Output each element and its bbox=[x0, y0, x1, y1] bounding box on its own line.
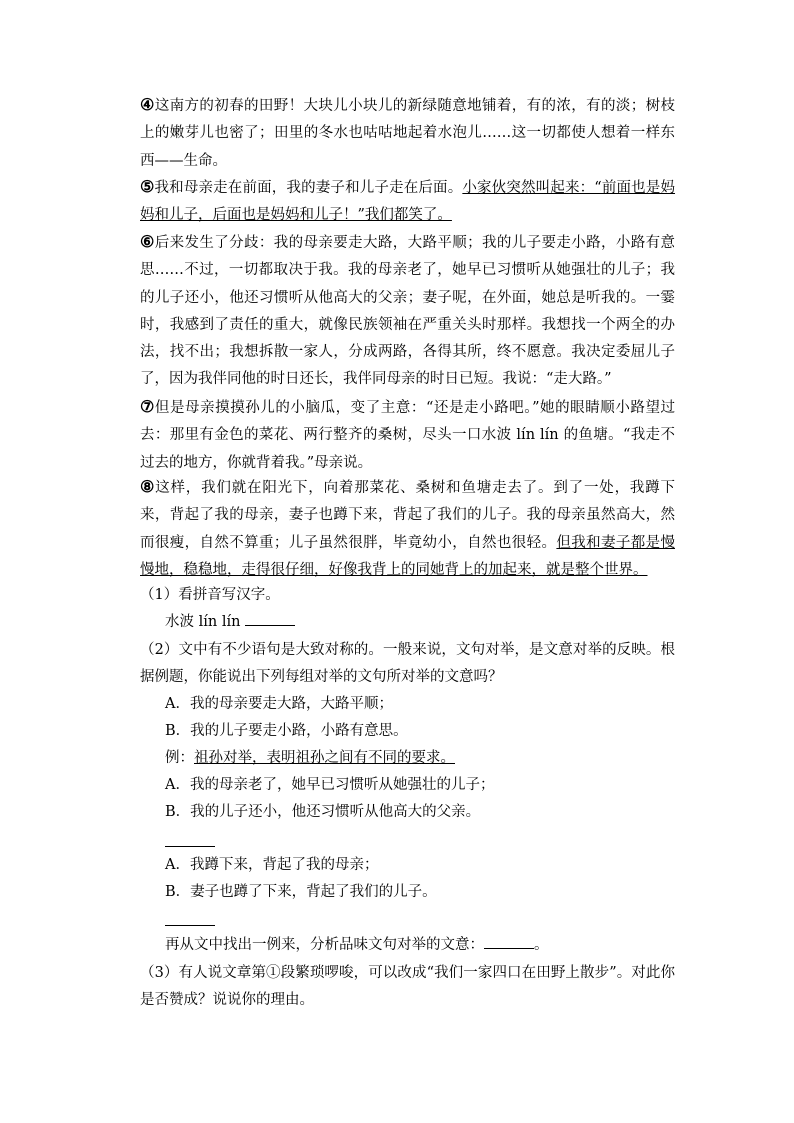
question-1-prompt: 水波 lín lín bbox=[165, 614, 241, 630]
question-2-group1-a: A．我的母亲要走大路，大路平顺； bbox=[165, 696, 393, 712]
find-more-text: 再从文中找出一例来，分析品味文句对举的文意： bbox=[165, 937, 484, 953]
paragraph-4 bbox=[140, 91, 675, 175]
question-2-group3-a: A．我蹲下来，背起了我的母亲； bbox=[165, 857, 379, 873]
paragraph-5-text: 我和母亲走在前面，我的妻子和儿子走在后面。 bbox=[154, 180, 463, 196]
find-more-end: 。 bbox=[534, 937, 549, 953]
paragraph-8-text: 这样，我们就在阳光下，向着那菜花、桑树和鱼塘走去了。到了一处，我蹲下来，背起了我的母亲，妻子也蹲下来，背起了我们的儿子。我的母亲虽然高大，然而很瘦，自然不算重；儿子虽然很胖，毕竟幼小，自然也很轻。 bbox=[140, 480, 676, 551]
question-2-example bbox=[165, 745, 455, 772]
question-2-intro: （2）文中有不少语句是大致对称的。一般来说，文句对举，是文意对举的反映。根据例题，你能说出下列每组对举的文句所对举的文意吗？ bbox=[140, 642, 675, 686]
answer-blank-4[interactable] bbox=[484, 934, 534, 949]
question-1-answer-row bbox=[165, 609, 295, 636]
answer-blank-2[interactable] bbox=[165, 846, 215, 847]
paragraph-6 bbox=[140, 228, 675, 394]
paragraph-number-6: ⑥ bbox=[140, 232, 155, 251]
paragraph-7-text: 但是母亲摸摸孙儿的小脑瓜，变了主意：“还是走小路吧。”她的眼睛顺小路望过去：那里有金色的菜花、两行整齐的桑树，尽头一口水波 lín lín 的鱼塘。“我走不过去的地方，你就背着我。”母亲说。 bbox=[140, 400, 675, 471]
paragraph-7 bbox=[140, 393, 675, 477]
example-prefix: 例： bbox=[165, 750, 194, 766]
question-2-group3-b: B．妻子也蹲了下来，背起了我们的儿子。 bbox=[165, 884, 437, 900]
paragraph-4-text: 这南方的初春的田野！大块儿小块儿的新绿随意地铺着，有的浓，有的淡；树枝上的嫩芽儿也密了；田里的冬水也咕咕地起着水泡儿……这一切都使人想着一样东西——生命。 bbox=[140, 98, 676, 169]
question-2-group2-b: B．我的儿子还小，他还习惯听从他高大的父亲。 bbox=[165, 804, 481, 820]
question-1-label: （1）看拼音写汉字。 bbox=[140, 587, 280, 603]
paragraph-8-underlined-text: 但我和妻子都是慢慢地，稳稳地，走得很仔细，好像我背上的同她背上的加起来，就是整个世界。 bbox=[140, 534, 676, 578]
paragraph-6-text: 后来发生了分歧：我的母亲要走大路，大路平顺；我的儿子要走小路，小路有意思……不过，一切都取决于我。我的母亲老了，她早已习惯听从她强壮的儿子；我的儿子还小，他还习惯听从他高大的父亲；妻子呢，在外面，她总是听我的。一霎时，我感到了责任的重大，就像民族领袖在严重关头时那样。我想找一个两全的办法，找不出；我想拆散一家人，分成两路，各得其所，终不愿意。我决定委屈儿子了，因为我伴同他的时日还长，我伴同母亲的时日已短。我说：“走大路。” bbox=[140, 235, 676, 388]
paragraph-5-underlined-text: 小家伙突然叫起来：“前面也是妈妈和儿子，后面也是妈妈和儿子！”我们都笑了。 bbox=[140, 180, 676, 224]
answer-blank-1[interactable] bbox=[245, 611, 295, 626]
question-2-group1-b: B．我的儿子要走小路，小路有意思。 bbox=[165, 723, 408, 739]
paragraph-8 bbox=[140, 473, 675, 584]
paragraph-5 bbox=[140, 173, 675, 230]
answer-blank-3[interactable] bbox=[165, 925, 215, 926]
paragraph-number-7: ⑦ bbox=[140, 397, 155, 416]
paragraph-number-5: ⑤ bbox=[140, 177, 155, 196]
question-2-find-more bbox=[165, 932, 549, 959]
question-2-group2-a: A．我的母亲老了，她早已习惯听从她强壮的儿子； bbox=[165, 777, 495, 793]
paragraph-number-4: ④ bbox=[140, 95, 155, 114]
question-3: （3）有人说文章第①段繁琐啰唆，可以改成“我们一家四口在田野上散步”。对此你是否赞成？说说你的理由。 bbox=[140, 965, 675, 1009]
example-text: 祖孙对举，表明祖孙之间有不同的要求。 bbox=[194, 750, 455, 766]
paragraph-number-8: ⑧ bbox=[140, 477, 156, 496]
